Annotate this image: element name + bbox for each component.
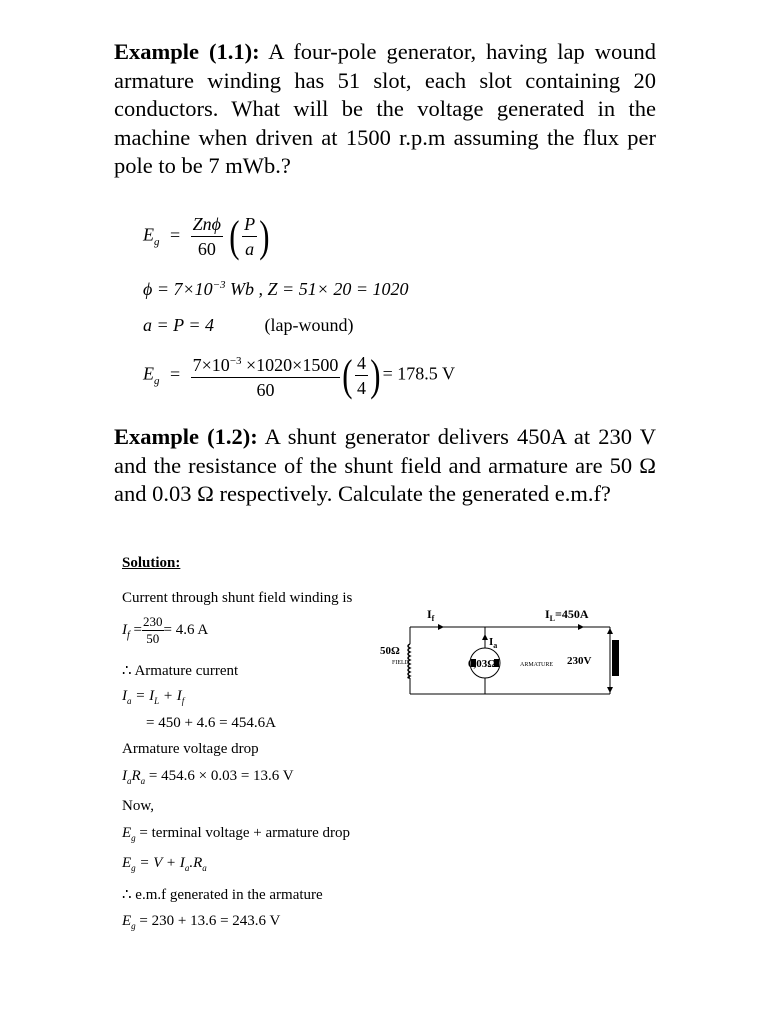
ia-eq-rest: = I [131,688,155,704]
eq3-left: a = P = 4 [143,315,214,335]
eq4-paren-right: ) [370,350,381,400]
eq4-equals: = [170,363,181,384]
solution-if-equation [122,614,208,647]
eq4-num-rest: ×1020×1500 [241,355,339,375]
armature-resistance-label: 0,03Ω [468,658,497,670]
ia-eq-lhs: I [122,688,127,704]
ia-eq-l-sub: L [154,696,160,706]
il-label: $I_L=450A$ [545,607,589,623]
eq2-rest: Wb , Z = 51× 20 = 1020 [225,279,409,299]
voltage-arrow-top-icon [607,628,613,634]
example-2-heading: Example (1.2): [114,424,258,449]
drop-lhs: $I_aR_a$ [122,768,146,786]
eg-formula-lhs: $E_g$ [122,855,136,873]
voltage-arrow-bottom-icon [607,687,613,693]
eq1-a: a [245,239,255,259]
eg-final-lhs: $E_g$ [122,913,136,931]
example-1-paragraph [114,38,656,181]
eq1-pa-fraction [242,212,257,261]
eg-formula-ra: $.R_a$ [189,855,207,873]
shunt-generator-circuit [370,600,640,710]
eg-text-rhs: = terminal voltage + armature drop [139,825,351,841]
eq1-paren-right: ) [259,211,270,261]
eq1-den: 60 [197,239,216,259]
eq4-result: = 178.5 V [382,363,455,384]
ia-arrow-icon [482,634,488,640]
solution-line-armature-current: ∴ Armature current [122,663,239,679]
eg-final-value: = 230 + 13.6 = 243.6 V [139,913,281,929]
eq4-num [191,349,341,378]
field-resistance-label: 50Ω [380,645,400,657]
solution-ia-equation [122,688,184,706]
eq1-lhs-sub: g [154,236,160,249]
equation-eg-general [143,212,272,261]
eq1-fraction [191,212,223,261]
if-result: = 4.6 A [163,621,209,638]
solution-ia-value: = 450 + 4.6 = 454.6A [146,715,276,731]
eg-text-lhs: $E_g$ [122,825,136,843]
if-den: 50 [146,631,160,646]
if-num: 230 [143,614,163,629]
drop-value: = 454.6 × 0.03 = 13.6 V [148,768,294,784]
eq4-num-exp: −3 [229,355,242,367]
eq1-num: Znϕ [191,212,223,237]
ia-eq-sub: a [127,696,132,706]
if-lhs: I [122,621,127,638]
equation-a-p [143,315,353,336]
ia-eq-f-sub: f [181,696,185,706]
solution-title: Solution: [122,555,181,571]
eq1-p: P [242,212,257,237]
if-equals: = [133,621,142,638]
ia-label: $I_a$ [489,636,498,650]
solution-drop-equation [122,768,294,786]
equation-flux-z [143,279,409,300]
if-label: $I_f$ [427,607,435,623]
eq4-num-base: 7×10 [192,355,230,375]
example-1-heading: Example (1.1): [114,39,260,64]
eq4-den: 60 [256,380,275,400]
eq1-equals: = [170,224,181,245]
solution-eg-text [122,825,350,843]
voltage-label: 230V [567,655,592,667]
eq2-left: ϕ = 7×10 [143,279,213,299]
eq4-paren-left: ( [342,350,353,400]
eg-formula-rhs: = V + I [139,855,185,871]
solution-eg-final [122,913,280,931]
if-fraction [142,614,164,647]
eq3-note: (lap-wound) [264,315,354,335]
solution-line-emf: ∴ e.m.f generated in the armature [122,887,323,903]
eq4-fraction [191,349,341,402]
example-2-paragraph [114,423,656,509]
ia-eq-plus: + I [159,688,182,704]
eq1-lhs: E [143,224,154,245]
armature-tag: ARMATURE [520,662,554,668]
load-icon [612,640,619,676]
eq4-lhs-sub: g [154,375,160,388]
example-1-text: A four-pole generator, having lap wound armature winding has 51 slot, each slot containing 20 conductors. What will be the voltage generated in the machine when driven at 1500 r.p.m assuming the flux per pole to be 7 mWb.? [114,39,656,178]
eq1-paren-left: ( [229,211,240,261]
solution-eg-formula [122,855,207,873]
if-lhs-sub: f [127,629,130,641]
if-arrow-icon [438,624,444,630]
solution-now: Now, [122,798,154,814]
eq4-lhs: E [143,363,154,384]
example-2-text: A shunt generator delivers 450A at 230 V and the resistance of the shunt field and armature are 50 Ω and 0.03 Ω respectively. Calculate the generated e.m.f? [114,424,656,506]
equation-eg-result [143,349,455,402]
il-arrow-icon [578,624,584,630]
eq4-ratio-num: 4 [355,351,368,376]
field-tag: FIELD [392,660,409,666]
eq4-ratio [355,351,368,400]
eq4-ratio-den: 4 [357,378,366,398]
solution-line-voltage-drop: Armature voltage drop [122,741,259,757]
solution-line-field-current: Current through shunt field winding is [122,590,353,606]
eg-formula-ia-sub: a [184,863,190,873]
eq2-exp: −3 [212,279,226,291]
